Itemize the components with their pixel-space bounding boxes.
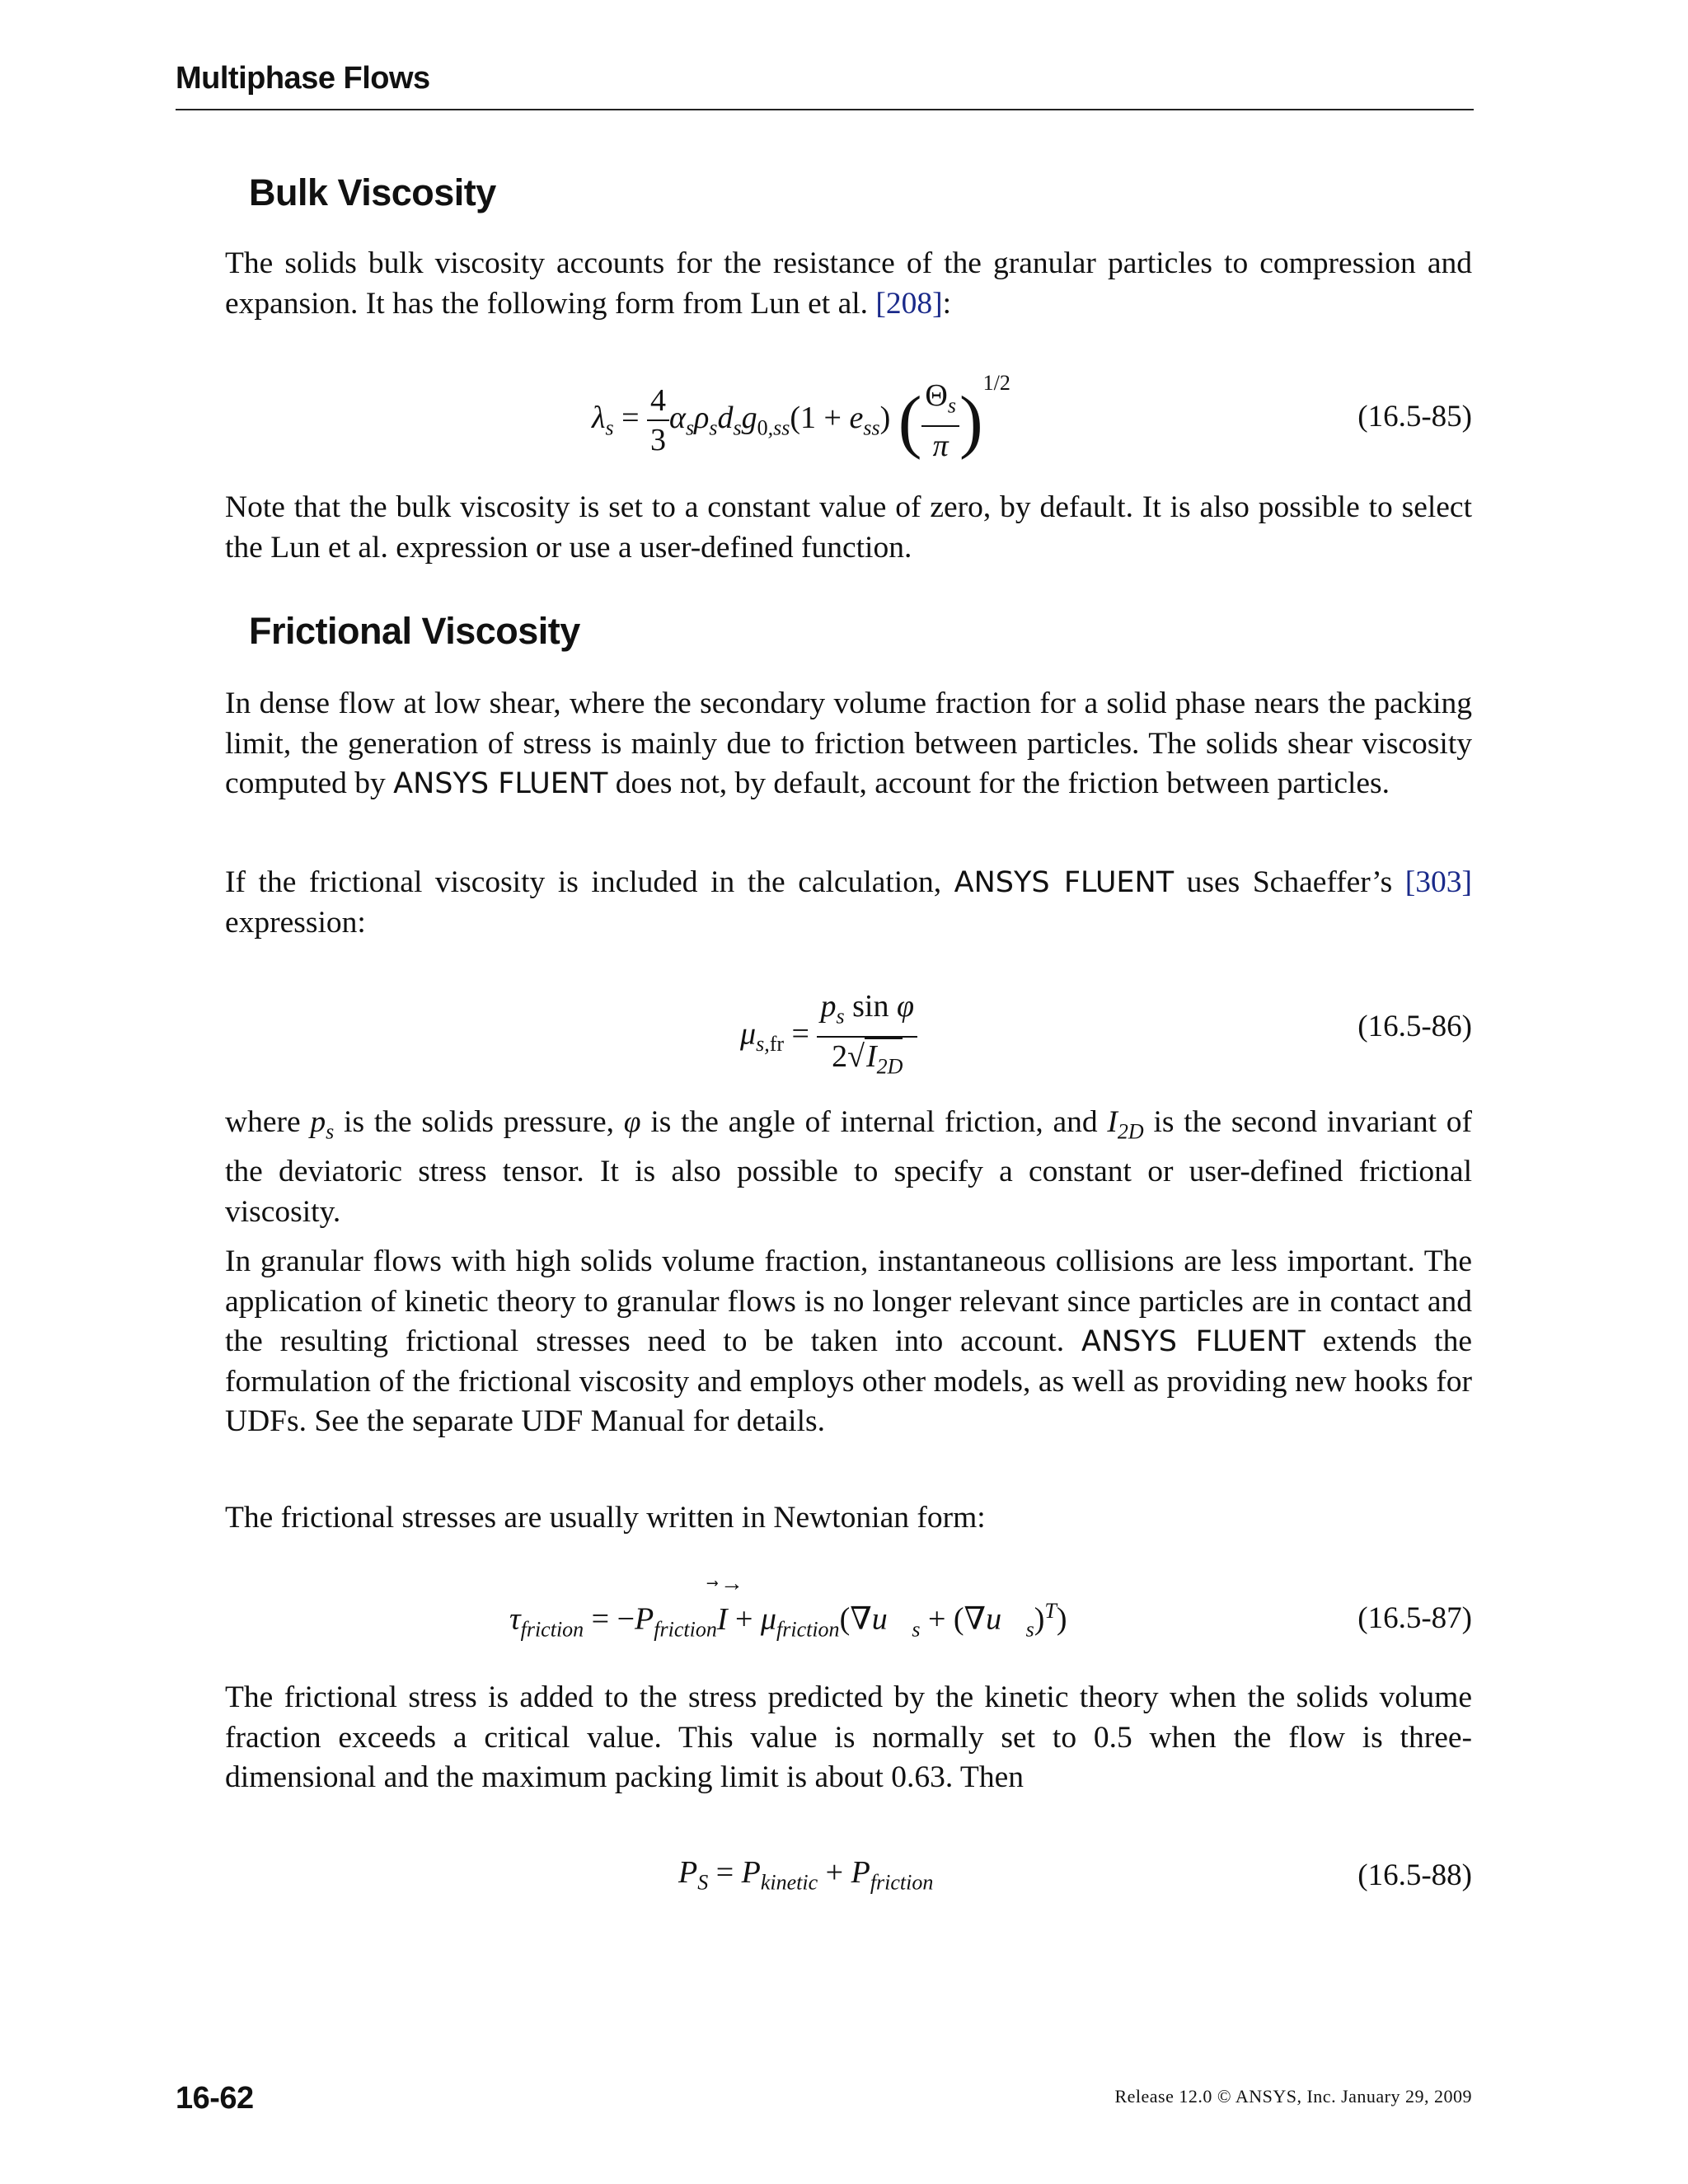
text: expression: xyxy=(225,905,366,940)
equation-body: $\lambda_s$ = $\frac{4}{3}$ $\alpha_s\rho_sd_sg_{0,ss}(1 + e_{ss})$ ( $\frac{\Theta_s}{\pi}$ )$^{1/2}$ xyxy=(592,371,1010,463)
text: In dense flow at low shear, where the secondary volume fraction for a solid phase nears the packing limit, the generation of stress is mainly due to friction between particles. The solids shear viscosity computed by xyxy=(225,687,1472,800)
paragraph-granular-flows xyxy=(225,1242,1472,1442)
running-header: Multiphase Flows xyxy=(176,61,430,96)
equation-number: (16.5-87) xyxy=(1357,1601,1472,1635)
text: : xyxy=(942,286,952,321)
product-name: ANSYS FLUENT xyxy=(393,767,608,800)
equation-body: $\mu_{s,fr}$ = $\frac{p_s \sin \varphi}{2√I_{2D}}$ xyxy=(740,987,917,1085)
equation-16-5-86 xyxy=(225,987,1472,1078)
citation-link-303[interactable]: [303] xyxy=(1404,865,1472,899)
heading-bulk-viscosity: Bulk Viscosity xyxy=(249,171,496,213)
paragraph-schaeffer xyxy=(225,863,1472,943)
paragraph-bulk-intro xyxy=(225,244,1472,324)
product-name: ANSYS FLUENT xyxy=(954,866,1175,899)
header-rule xyxy=(176,109,1474,110)
product-name: ANSYS FLUENT xyxy=(1081,1325,1306,1358)
equation-number: (16.5-88) xyxy=(1357,1858,1472,1892)
text: extends the formulation of the frictional viscosity and employs other models, as well as providing new hooks for UDFs. See the separate UDF Manual for details. xyxy=(225,1324,1472,1438)
heading-frictional-viscosity: Frictional Viscosity xyxy=(249,610,580,652)
equation-number: (16.5-86) xyxy=(1357,1010,1472,1043)
equation-16-5-88 xyxy=(225,1846,1472,1937)
text: In granular flows with high solids volume fraction, instantaneous collisions are less important. The application of kinetic theory to granular flows is no longer relevant since particles are in contact and the resulting frictional stresses need to be taken into account. xyxy=(225,1244,1472,1358)
paragraph-critical-value: The frictional stress is added to the stress predicted by the kinetic theory when the solids volume fraction exceeds a critical value. This value is normally set to 0.5 when the flow is three-dimensional and the maximum packing limit is about 0.63. Then xyxy=(225,1680,1472,1794)
paragraph-newtonian: The frictional stresses are usually written in Newtonian form: xyxy=(225,1501,986,1535)
text: does not, by default, account for the friction between particles. xyxy=(607,766,1390,800)
paragraph-bulk-note: Note that the bulk viscosity is set to a constant value of zero, by default. It is also possible to select the Lun et al. expression or use a user-defined function. xyxy=(225,490,1472,565)
equation-body: $P_S = P_{kinetic} + P_{friction}$ xyxy=(678,1855,934,1895)
paragraph-frictional-intro xyxy=(225,684,1472,804)
footer-release: Release 12.0 © ANSYS, Inc. January 29, 2009 xyxy=(1114,2086,1472,2107)
text: is the angle of internal friction, and xyxy=(640,1105,1108,1139)
text: uses Schaeffer’s xyxy=(1174,865,1405,899)
page-number: 16-62 xyxy=(176,2081,254,2116)
text: If the frictional viscosity is included in the calculation, xyxy=(225,865,954,899)
equation-16-5-85 xyxy=(225,371,1472,462)
paragraph-where: where $p_s$ is the solids pressure, φ is the angle of internal friction, and $I_{2D}$ is the second invariant of the deviatoric stress tensor. It is also possible to specify a constant or user-defined frictional viscosity. xyxy=(225,1105,1473,1229)
text: is the second invariant of the deviatoric stress tensor. It is also possible to specify a constant or user-defined frictional viscosity. xyxy=(225,1105,1473,1229)
equation-16-5-87 xyxy=(225,1570,1472,1671)
equation-number: (16.5-85) xyxy=(1357,400,1472,434)
text: is the solids pressure, xyxy=(334,1105,624,1139)
text: The solids bulk viscosity accounts for the resistance of the granular particles to compression and expansion. It has the following form from Lun et al. xyxy=(225,246,1472,321)
equation-body: $\tau_{friction} = -P_{friction}I$ → + $\mu_{friction}(\nabla u⃗_s$ + $(\nabla u⃗_s)^T$) xyxy=(509,1570,1067,1642)
citation-link-208[interactable]: [208] xyxy=(875,286,943,321)
text: where xyxy=(225,1105,311,1139)
